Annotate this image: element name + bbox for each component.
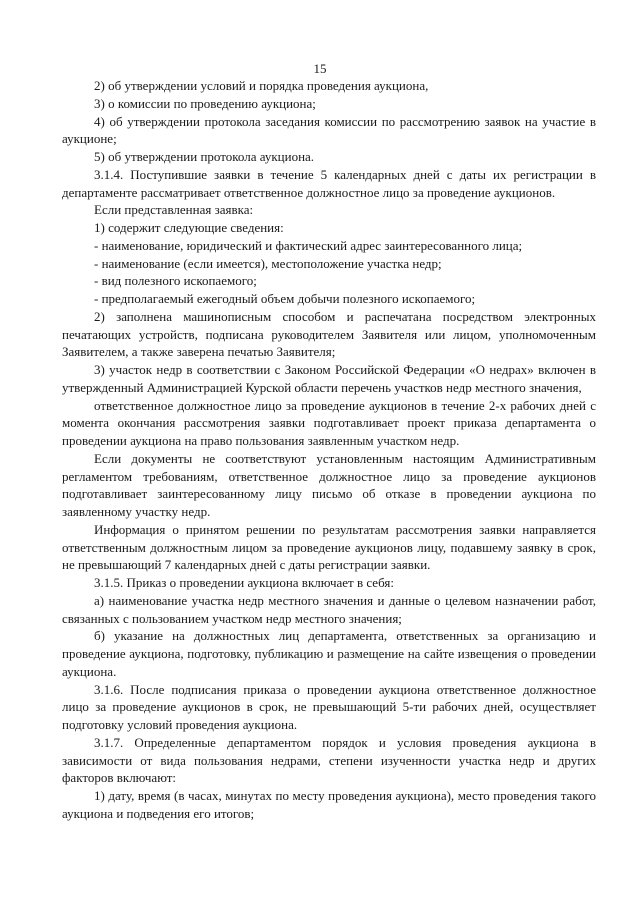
document-body — [62, 77, 596, 823]
paragraph-if-application: Если представленная заявка: — [94, 202, 254, 218]
page-number: 15 — [313, 61, 327, 76]
paragraph-responsible-official: ответственное должностное лицо за проведение аукционов в течение 2-х рабочих дней с момента окончания рассмотрения заявки подготавливает проект приказа департамента о проведении аукциона на право пользования заявленным участком недр. — [62, 397, 596, 448]
paragraph-decision-info: Информация о принятом решении по результатам рассмотрения заявки направляется ответственным должностным лицом за проведение аукционов лицу, подавшему заявку в срок, не превышающий 7 календарных дней с даты регистрации заявки. — [62, 521, 596, 573]
clause-3-1-7: 3.1.7. Определенные департаментом порядок и условия проведения аукциона в зависимости от вида пользования недрами, степени изученности участка недр и других факторов включают: — [62, 734, 596, 786]
condition-3: 3) участок недр в соответствии с Законом Российской Федерации «О недрах» включен в утвержденный Администрацией Курской области перечень участков недр местного значения, — [62, 362, 596, 395]
paragraph-refusal: Если документы не соответствуют установленным настоящим Административным регламентом требованиям, ответственное должностное лицо за проведение аукционов подготавливает заинтересованному лицу письмо об отказе в проведении аукциона по заявленному участку недр. — [62, 450, 596, 519]
clause-3-1-5-item-b: б) указание на должностных лиц департамента, ответственных за организацию и проведение аукциона, подготовку, публикацию и размещение на сайте извещения о проведении аукциона. — [62, 628, 596, 679]
condition-2: 2) заполнена машинописным способом и распечатана посредством электронных печатающих устройств, подписана руководителем Заявителя или лицом, уполномоченным Заявителем, а также заверена печатью Заявителя; — [62, 308, 596, 360]
list-item-2: 2) об утверждении условий и порядка проведения аукциона, — [94, 78, 429, 93]
condition-1: 1) содержит следующие сведения: — [94, 220, 284, 235]
list-item-4: 4) об утверждении протокола заседания комиссии по рассмотрению заявок на участие в аукционе; — [62, 113, 596, 147]
clause-3-1-5-item-a: а) наименование участка недр местного значения и данные о целевом назначении работ, связанных с пользованием участком недр местного значения; — [62, 592, 596, 626]
list-item-5: 5) об утверждении протокола аукциона. — [94, 149, 315, 164]
condition-1-item-volume: - предполагаемый ежегодный объем добычи полезного ископаемого; — [94, 291, 476, 306]
condition-1-item-location: - наименование (если имеется), местоположение участка недр; — [94, 255, 442, 271]
condition-1-item-name: - наименование, юридический и фактический адрес заинтересованного лица; — [94, 237, 523, 253]
clause-3-1-7-item-1: 1) дату, время (в часах, минутах по месту проведения аукциона), место проведения такого аукциона и подведения его итогов; — [62, 788, 596, 821]
list-item-3: 3) о комиссии по проведению аукциона; — [94, 95, 316, 111]
clause-3-1-6: 3.1.6. После подписания приказа о проведении аукциона ответственное должностное лицо за проведение аукционов в срок, не превышающий 5-ти рабочих дней, осуществляет подготовку условий проведения аукциона. — [62, 681, 596, 732]
clause-3-1-5: 3.1.5. Приказ о проведении аукциона включает в себя: — [94, 575, 394, 590]
clause-3-1-4: 3.1.4. Поступившие заявки в течение 5 календарных дней с даты их регистрации в департаменте рассматривает ответственное должностное лицо за проведение аукционов. — [62, 166, 596, 200]
condition-1-item-mineral: - вид полезного ископаемого; — [94, 273, 257, 289]
